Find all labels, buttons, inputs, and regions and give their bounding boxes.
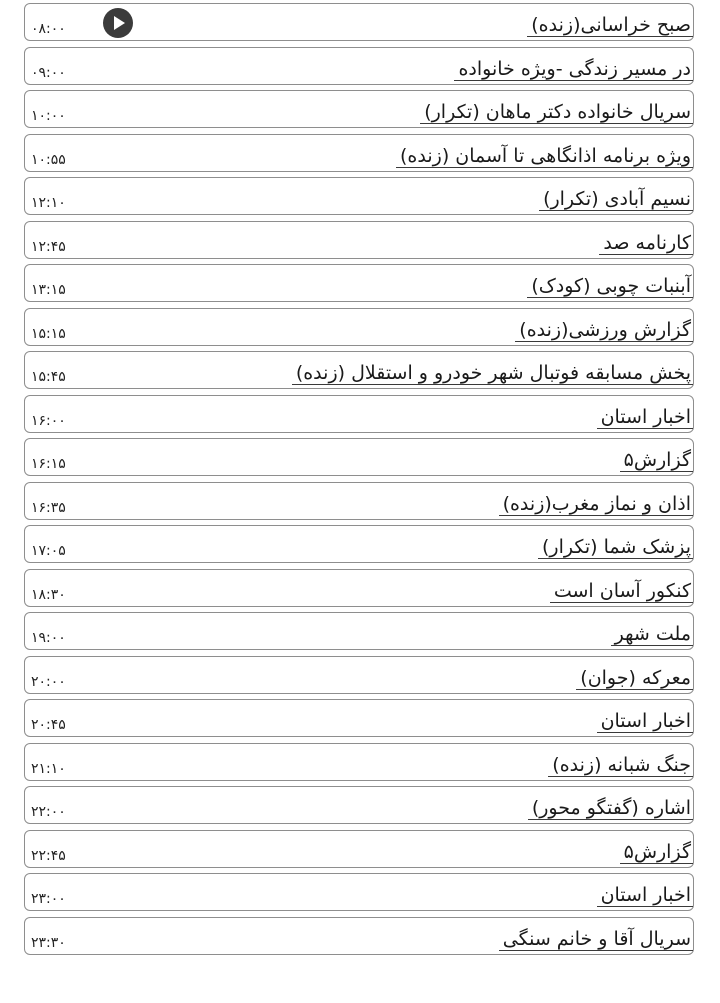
schedule-row[interactable] xyxy=(24,221,694,259)
schedule-row[interactable] xyxy=(24,177,694,215)
program-time: ۲۳:۳۰ xyxy=(31,934,66,951)
schedule-row[interactable] xyxy=(24,264,694,302)
program-title: آبنبات چوبی (کودک) xyxy=(527,275,693,298)
program-time: ۱۶:۳۵ xyxy=(31,499,66,516)
schedule-row[interactable] xyxy=(24,482,694,520)
schedule-row[interactable] xyxy=(24,525,694,563)
schedule-row[interactable] xyxy=(24,917,694,955)
program-time: ۲۲:۰۰ xyxy=(31,804,66,820)
program-title: پخش مسابقه فوتبال شهر خودرو و استقلال (زنده) xyxy=(292,362,693,385)
program-time: ۱۳:۱۵ xyxy=(31,282,66,298)
program-time: ۰۹:۰۰ xyxy=(31,64,66,81)
schedule-row[interactable] xyxy=(24,656,694,694)
program-title: اخبار استان xyxy=(597,406,693,429)
program-title: صبح خراسانی(زنده) xyxy=(527,14,693,37)
program-title: اخبار استان xyxy=(597,710,693,733)
program-title: کارنامه صد xyxy=(599,232,693,255)
schedule-row[interactable] xyxy=(24,786,694,824)
program-time: ۲۰:۰۰ xyxy=(31,673,66,690)
program-time: ۱۸:۳۰ xyxy=(31,586,66,603)
schedule-row[interactable] xyxy=(24,438,694,476)
program-title: گزارش۵ xyxy=(620,449,693,472)
play-button[interactable] xyxy=(103,8,133,38)
program-time: ۰۸:۰۰ xyxy=(31,21,66,37)
program-title: جنگ شبانه (زنده) xyxy=(548,754,693,777)
schedule-row[interactable] xyxy=(24,395,694,433)
schedule-row[interactable] xyxy=(24,873,694,911)
program-title: گزارش۵ xyxy=(620,841,693,864)
program-time: ۱۰:۵۵ xyxy=(31,151,66,168)
program-time: ۱۶:۰۰ xyxy=(31,412,66,429)
schedule-row[interactable] xyxy=(24,743,694,781)
program-title: گزارش ورزشی(زنده) xyxy=(515,319,693,342)
schedule-row[interactable] xyxy=(24,308,694,346)
program-title: سریال آقا و خانم سنگی xyxy=(499,928,693,951)
program-time: ۱۲:۱۰ xyxy=(31,195,66,211)
program-time: ۲۰:۴۵ xyxy=(31,717,66,733)
program-time: ۱۵:۴۵ xyxy=(31,369,66,385)
program-title: ملت شهر xyxy=(611,623,693,646)
schedule-row[interactable] xyxy=(24,134,694,172)
program-title: کنکور آسان است xyxy=(550,580,693,603)
program-title: پزشک شما (تکرار) xyxy=(538,536,693,559)
program-time: ۱۲:۴۵ xyxy=(31,238,66,255)
schedule-row[interactable] xyxy=(24,3,694,41)
program-time: ۱۹:۰۰ xyxy=(31,630,66,646)
program-title: ویژه برنامه اذانگاهی تا آسمان (زنده) xyxy=(396,145,693,168)
program-title: معرکه (جوان) xyxy=(576,667,693,690)
program-time: ۲۱:۱۰ xyxy=(31,760,66,777)
program-time: ۱۰:۰۰ xyxy=(31,108,66,124)
schedule-row[interactable] xyxy=(24,612,694,650)
program-time: ۲۳:۰۰ xyxy=(31,891,66,907)
program-time: ۱۷:۰۵ xyxy=(31,543,66,559)
schedule-row[interactable] xyxy=(24,90,694,128)
program-time: ۱۶:۱۵ xyxy=(31,456,66,472)
schedule-row[interactable] xyxy=(24,569,694,607)
schedule-row[interactable] xyxy=(24,351,694,389)
program-time: ۲۲:۴۵ xyxy=(31,847,66,864)
program-title: سریال خانواده دکتر ماهان (تکرار) xyxy=(420,101,693,124)
schedule-row[interactable] xyxy=(24,47,694,85)
schedule-row[interactable] xyxy=(24,699,694,737)
program-title: در مسیر زندگی -ویژه خانواده xyxy=(454,58,693,81)
program-title: نسیم آبادی (تکرار) xyxy=(539,188,693,211)
schedule-row[interactable] xyxy=(24,830,694,868)
play-icon xyxy=(103,8,133,38)
program-title: اخبار استان xyxy=(597,884,693,907)
program-time: ۱۵:۱۵ xyxy=(31,325,66,342)
program-title: اذان و نماز مغرب(زنده) xyxy=(499,493,693,516)
program-title: اشاره (گفتگو محور) xyxy=(528,797,693,820)
